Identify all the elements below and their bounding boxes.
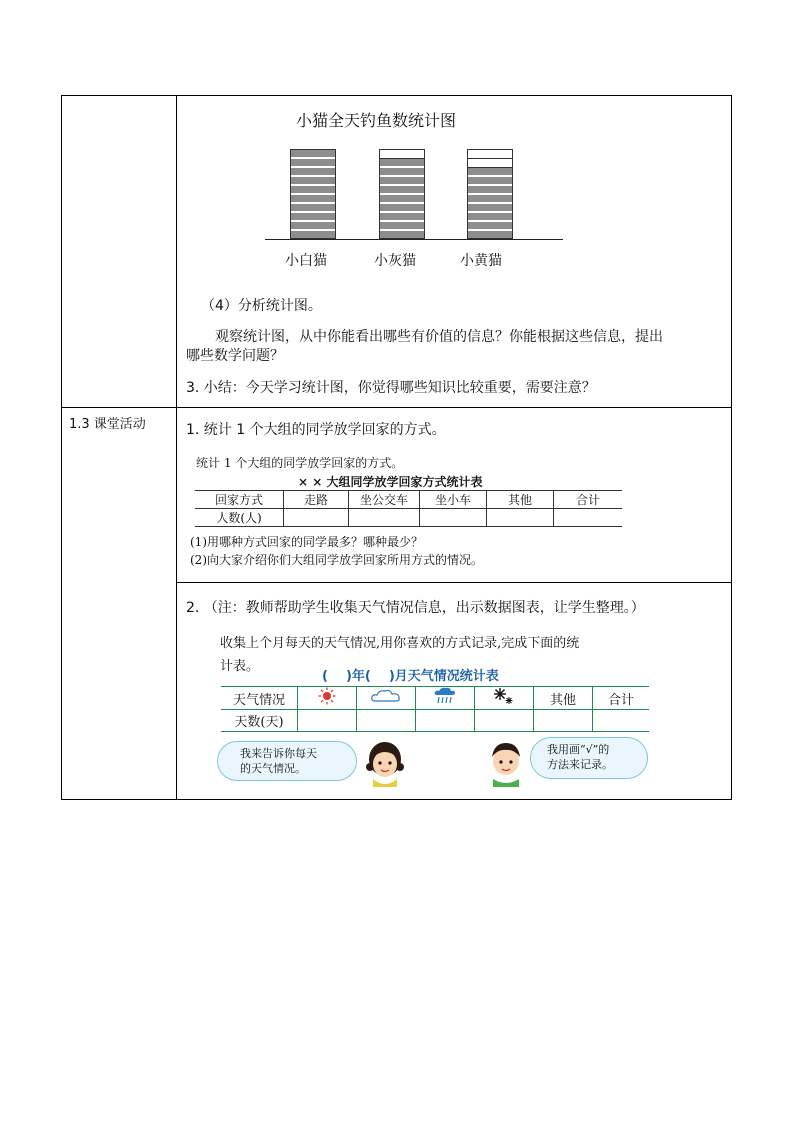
table-header-row <box>195 491 622 509</box>
category-label: 小灰猫 <box>374 253 416 269</box>
bar-3 <box>467 149 513 239</box>
boy-speech-bubble <box>530 737 648 779</box>
analysis-observe-cont: 哪些数学问题？ <box>186 348 284 364</box>
row-divider <box>62 407 731 408</box>
weather-table <box>221 686 649 732</box>
table-cell: 其他 <box>487 491 554 509</box>
table-cell[interactable] <box>349 509 420 527</box>
section-label: 1.3 课堂活动 <box>69 417 146 432</box>
table-cell: 走路 <box>284 491 349 509</box>
column-divider <box>176 96 177 799</box>
title-year: )年( <box>345 669 371 684</box>
activity1-heading: 1. 统计 1 个大组的同学放学回家的方式。 <box>186 422 446 438</box>
table-header-row <box>221 687 649 710</box>
title-paren: ( <box>322 669 328 684</box>
activity1-table-title: × × 大组同学放学回家方式统计表 <box>298 475 483 489</box>
table-cell: 坐小车 <box>420 491 487 509</box>
table-cell[interactable] <box>487 509 554 527</box>
table-cell: 天气情况 <box>221 687 298 710</box>
table-cell: 回家方式 <box>195 491 284 509</box>
boy-avatar <box>484 737 528 787</box>
table-cell: 天数(天) <box>221 710 298 732</box>
weather-table-title <box>322 665 499 684</box>
table-cell[interactable] <box>416 710 475 732</box>
cloud-icon <box>357 687 416 710</box>
girl-speech-line1: 我来告诉你每天 <box>240 747 317 760</box>
girl-speech-bubble <box>217 741 357 781</box>
activity2-heading: 2. （注：教师帮助学生收集天气情况信息，出示数据图表，让学生整理。） <box>186 600 645 616</box>
table-cell[interactable] <box>357 710 416 732</box>
table-cell: 合计 <box>593 687 650 710</box>
go-home-table <box>195 490 622 527</box>
activity1-question1: (1)用哪种方式回家的同学最多？哪种最少？ <box>190 535 423 549</box>
bar-2 <box>379 149 425 239</box>
category-label: 小黄猫 <box>460 253 502 269</box>
analysis-step: （4）分析统计图。 <box>201 298 322 314</box>
girl-avatar <box>363 737 407 787</box>
table-cell[interactable] <box>298 710 357 732</box>
table-cell[interactable] <box>475 710 534 732</box>
table-cell: 其他 <box>534 687 593 710</box>
table-cell: 合计 <box>554 491 623 509</box>
analysis-observe: 观察统计图，从中你能看出哪些有价值的信息？你能根据这些信息，提出 <box>215 329 663 345</box>
table-row <box>221 710 649 732</box>
boy-speech-line1: 我用画“√”的 <box>547 743 610 756</box>
sun-icon <box>298 687 357 710</box>
chart-baseline <box>265 239 563 240</box>
summary-text: 3. 小结：今天学习统计图，你觉得哪些知识比较重要，需要注意？ <box>186 380 596 396</box>
snow-icon <box>475 687 534 710</box>
category-label: 小白猫 <box>285 253 327 269</box>
table-cell: 人数(人) <box>195 509 284 527</box>
activity2-task: 收集上个月每天的天气情况,用你喜欢的方式记录,完成下面的统 <box>220 636 580 651</box>
chart-title: 小猫全天钓鱼数统计图 <box>296 111 457 130</box>
table-row <box>195 509 622 527</box>
activity1-intro: 统计 1 个大组的同学放学回家的方式。 <box>196 456 404 470</box>
bar-1 <box>290 149 336 239</box>
table-cell[interactable] <box>284 509 349 527</box>
table-cell[interactable] <box>593 710 650 732</box>
bar-empty-portion <box>380 150 424 159</box>
bar-empty-portion <box>468 150 512 168</box>
activity2-task-cont: 计表。 <box>220 659 260 674</box>
girl-speech-line2: 的天气情况。 <box>240 762 306 775</box>
table-cell[interactable] <box>554 509 623 527</box>
table-cell[interactable] <box>534 710 593 732</box>
title-month: )月天气情况统计表 <box>388 669 499 684</box>
boy-speech-line2: 方法来记录。 <box>547 758 613 771</box>
table-cell: 坐公交车 <box>349 491 420 509</box>
table-cell[interactable] <box>420 509 487 527</box>
row-divider <box>177 582 731 583</box>
activity1-question2: (2)向大家介绍你们大组同学放学回家所用方式的情况。 <box>190 553 484 567</box>
rain-icon <box>416 687 475 710</box>
